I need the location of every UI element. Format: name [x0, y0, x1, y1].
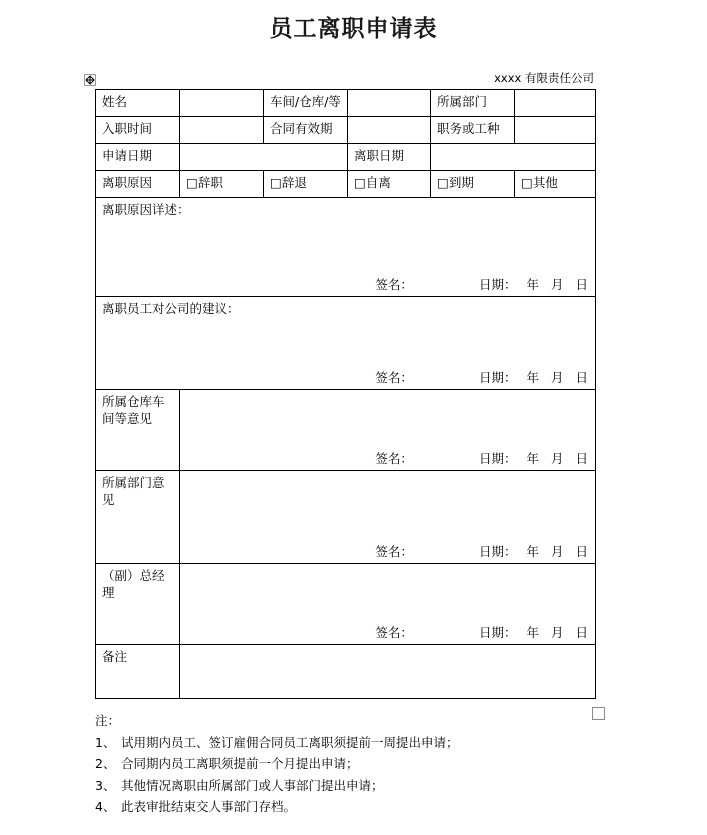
- input-name[interactable]: [180, 90, 264, 117]
- resignation-form-table: [95, 89, 596, 699]
- signature-line: [102, 369, 590, 386]
- table-row-general-manager: [96, 564, 596, 645]
- signature-line: [186, 624, 590, 641]
- note-number: 1、: [95, 734, 116, 750]
- section-label-general-manager: （副）总经理: [96, 564, 180, 645]
- table-row-resignation-reason: [96, 171, 596, 198]
- note-item: [95, 753, 615, 775]
- label-department: 所属部门: [431, 90, 515, 117]
- month-label: 月: [550, 625, 564, 640]
- input-position[interactable]: [515, 117, 596, 144]
- checkbox-label-dismiss: 辞退: [281, 175, 307, 190]
- signature-line: [102, 276, 590, 293]
- company-name: xxxx 有限责任公司: [494, 71, 594, 85]
- table-row-warehouse-opinion: [96, 390, 596, 471]
- note-item: [95, 796, 615, 818]
- table-row-name: [96, 90, 596, 117]
- label-position: 职务或工种: [431, 117, 515, 144]
- label-entry-time: 入职时间: [96, 117, 180, 144]
- section-label-warehouse-opinion: 所属仓库车间等意见: [96, 390, 180, 471]
- section-employee-suggestion[interactable]: [96, 297, 596, 390]
- day-label: 日: [575, 544, 588, 559]
- input-department[interactable]: [515, 90, 596, 117]
- table-row-department-opinion: [96, 471, 596, 564]
- table-row-remark: [96, 645, 596, 699]
- signature-label: 签名：: [375, 370, 413, 385]
- input-workshop[interactable]: [348, 90, 431, 117]
- checkbox-icon[interactable]: □: [437, 175, 449, 190]
- month-label: 月: [550, 277, 564, 292]
- note-text: 试用期内员工、签订雇佣合同员工离职须提前一周提出申请；: [121, 734, 459, 750]
- day-label: 日: [575, 277, 588, 292]
- date-label: 日期：: [478, 451, 517, 466]
- date-label: 日期：: [478, 277, 517, 292]
- checkbox-icon[interactable]: □: [354, 175, 366, 190]
- section-body-department-opinion[interactable]: [180, 471, 596, 564]
- note-number: 2、: [95, 756, 116, 771]
- input-entry-time[interactable]: [180, 117, 264, 144]
- label-resignation-date: 离职日期: [348, 144, 431, 171]
- checkbox-icon[interactable]: □: [186, 175, 198, 190]
- input-resignation-date[interactable]: [431, 144, 596, 171]
- form-table-container: [95, 70, 595, 699]
- section-label-department-opinion: 所属部门意见: [96, 471, 180, 564]
- table-row-application-dates: [96, 144, 596, 171]
- table-row-reason-detail: [96, 198, 596, 297]
- signature-label: 签名：: [375, 625, 413, 640]
- note-item: [95, 732, 615, 754]
- note-item: [95, 775, 615, 797]
- checkbox-option-resign[interactable]: [180, 171, 264, 198]
- signature-line: [186, 543, 590, 560]
- signature-label: 签名：: [375, 451, 413, 466]
- month-label: 月: [550, 370, 564, 385]
- year-label: 年: [526, 625, 539, 640]
- checkbox-option-other[interactable]: [515, 171, 596, 198]
- section-body-warehouse-opinion[interactable]: [180, 390, 596, 471]
- label-name: 姓名: [96, 90, 180, 117]
- checkbox-option-expire[interactable]: [431, 171, 515, 198]
- label-resignation-reason: 离职原因: [96, 171, 180, 198]
- month-label: 月: [550, 544, 564, 559]
- table-row-entry-date: [96, 117, 596, 144]
- input-remark[interactable]: [180, 645, 596, 699]
- notes-list: [95, 732, 615, 818]
- notes-heading: 注：: [95, 713, 121, 728]
- label-application-date: 申请日期: [96, 144, 180, 171]
- month-label: 月: [550, 451, 564, 466]
- note-text: 此表审批结束交人事部门存档。: [121, 799, 297, 814]
- checkbox-icon[interactable]: □: [270, 175, 282, 190]
- notes-block: [95, 710, 615, 818]
- note-text: 合同期内员工离职须提前一个月提出申请；: [121, 756, 359, 771]
- note-number: 3、: [95, 777, 116, 793]
- year-label: 年: [526, 544, 539, 559]
- table-resize-handle-icon[interactable]: [592, 707, 605, 720]
- table-move-handle-icon[interactable]: [84, 74, 96, 86]
- label-remark: 备注: [96, 645, 180, 699]
- checkbox-label-other: 其他: [532, 175, 558, 190]
- note-text: 其他情况离职由所属部门或人事部门提出申请；: [121, 777, 384, 793]
- day-label: 日: [575, 625, 588, 640]
- year-label: 年: [526, 451, 539, 466]
- table-row-suggestion: [96, 297, 596, 390]
- year-label: 年: [526, 277, 539, 292]
- note-number: 4、: [95, 799, 116, 814]
- section-reason-detail[interactable]: [96, 198, 596, 297]
- day-label: 日: [575, 451, 588, 466]
- year-label: 年: [526, 370, 539, 385]
- checkbox-icon[interactable]: □: [521, 175, 533, 190]
- date-label: 日期：: [478, 370, 517, 385]
- date-label: 日期：: [478, 625, 517, 640]
- date-label: 日期：: [478, 544, 517, 559]
- signature-line: [186, 450, 590, 467]
- day-label: 日: [575, 370, 588, 385]
- page-title: 员工离职申请表: [269, 16, 438, 42]
- section-body-general-manager[interactable]: [180, 564, 596, 645]
- input-application-date[interactable]: [180, 144, 348, 171]
- checkbox-option-dismiss[interactable]: [264, 171, 348, 198]
- signature-label: 签名：: [375, 277, 413, 292]
- checkbox-label-resign: 辞职: [197, 175, 223, 190]
- input-contract-validity[interactable]: [348, 117, 431, 144]
- label-workshop: 车间/仓库/等: [264, 90, 348, 117]
- checkbox-label-expire: 到期: [448, 175, 474, 190]
- section-label-suggestion: 离职员工对公司的建议：: [102, 301, 240, 316]
- section-label-reason-detail: 离职原因详述：: [102, 202, 190, 217]
- checkbox-option-selfleave[interactable]: [348, 171, 431, 198]
- signature-label: 签名：: [375, 544, 413, 559]
- checkbox-label-selfleave: 自离: [365, 175, 391, 190]
- label-contract-validity: 合同有效期: [264, 117, 348, 144]
